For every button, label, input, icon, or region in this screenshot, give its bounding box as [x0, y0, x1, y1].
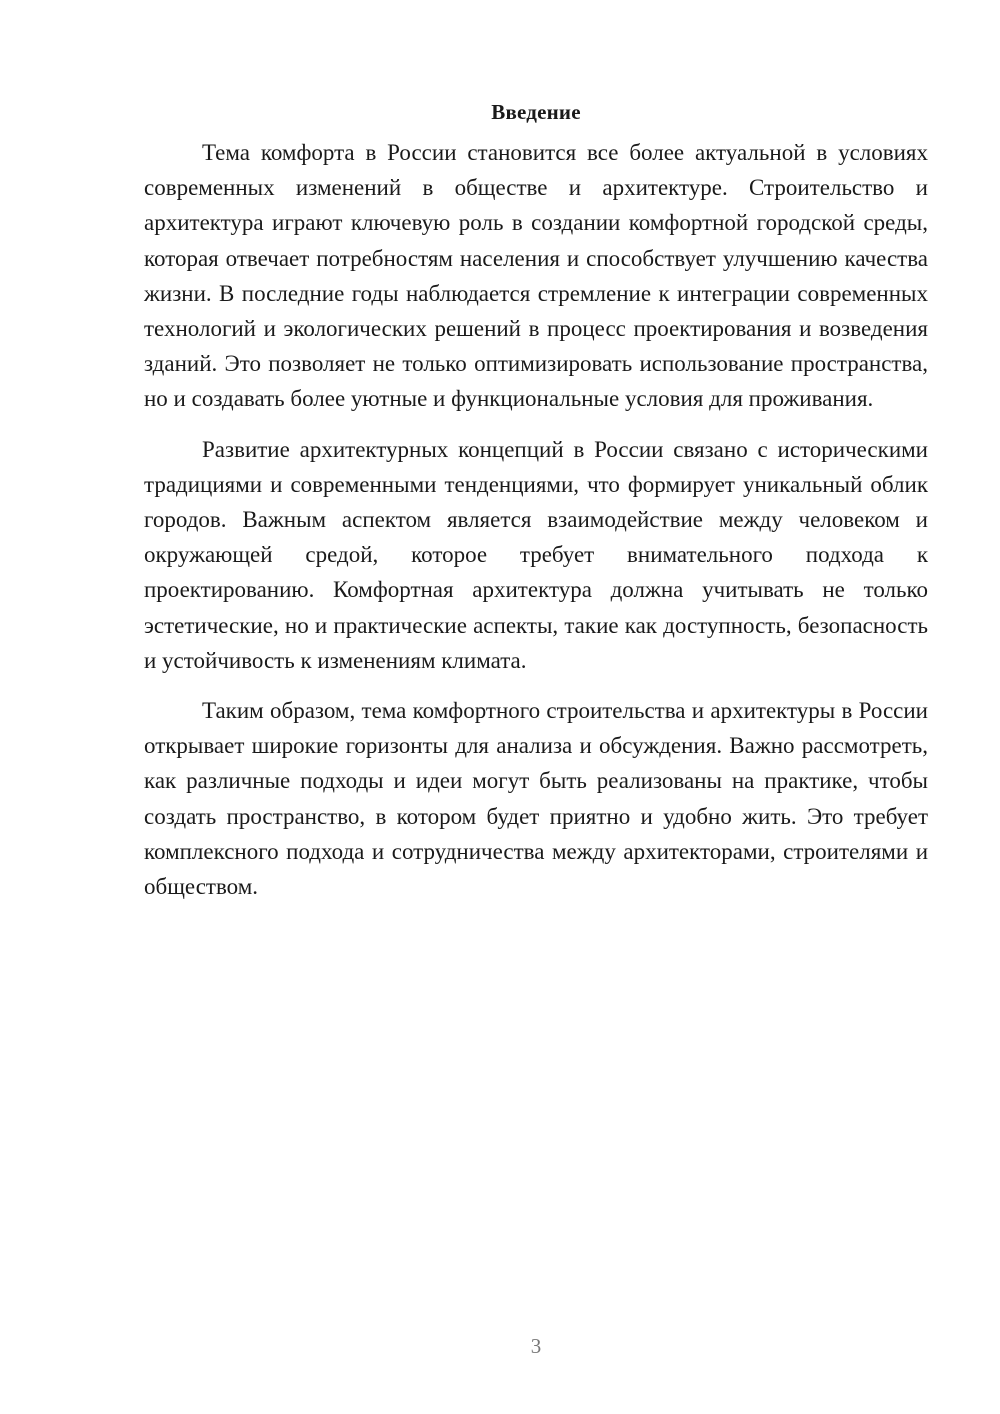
paragraph-1: Тема комфорта в России становится все более актуальной в условиях современных изменений в обществе и архитектуре. Строительство и архитектура играют ключевую роль в создании комфортной городской среды, которая отвечает потребностям населения и способствует улучшению качества жизни. В последние годы наблюдается стремление к интеграции современных технологий и экологических решений в процесс проектирования и возведения зданий. Это позволяет не только оптимизировать использование пространства, но и создавать более уютные и функциональные условия для проживания. [144, 140, 928, 412]
paragraph-3: Таким образом, тема комфортного строительства и архитектуры в России открывает широкие горизонты для анализа и обсуждения. Важно рассмотреть, как различные подходы и идеи могут быть реализованы на практике, чтобы создать пространство, в котором будет приятно и удобно жить. Это требует комплексного подхода и сотрудничества между архитекторами, строителями и обществом. [144, 698, 928, 900]
page-number: 3 [530, 1334, 542, 1358]
section-heading: Введение [491, 100, 581, 124]
page-content [144, 98, 928, 919]
paragraph-2: Развитие архитектурных концепций в России связано с историческими традициями и современными тенденциями, что формирует уникальный облик городов. Важным аспектом является взаимодействие между человеком и окружающей средой, которое требует внимательного подхода к проектированию. Комфортная архитектура должна учитывать не только эстетические, но и практические аспекты, такие как доступность, безопасность и устойчивость к изменениям климата. [144, 436, 928, 673]
